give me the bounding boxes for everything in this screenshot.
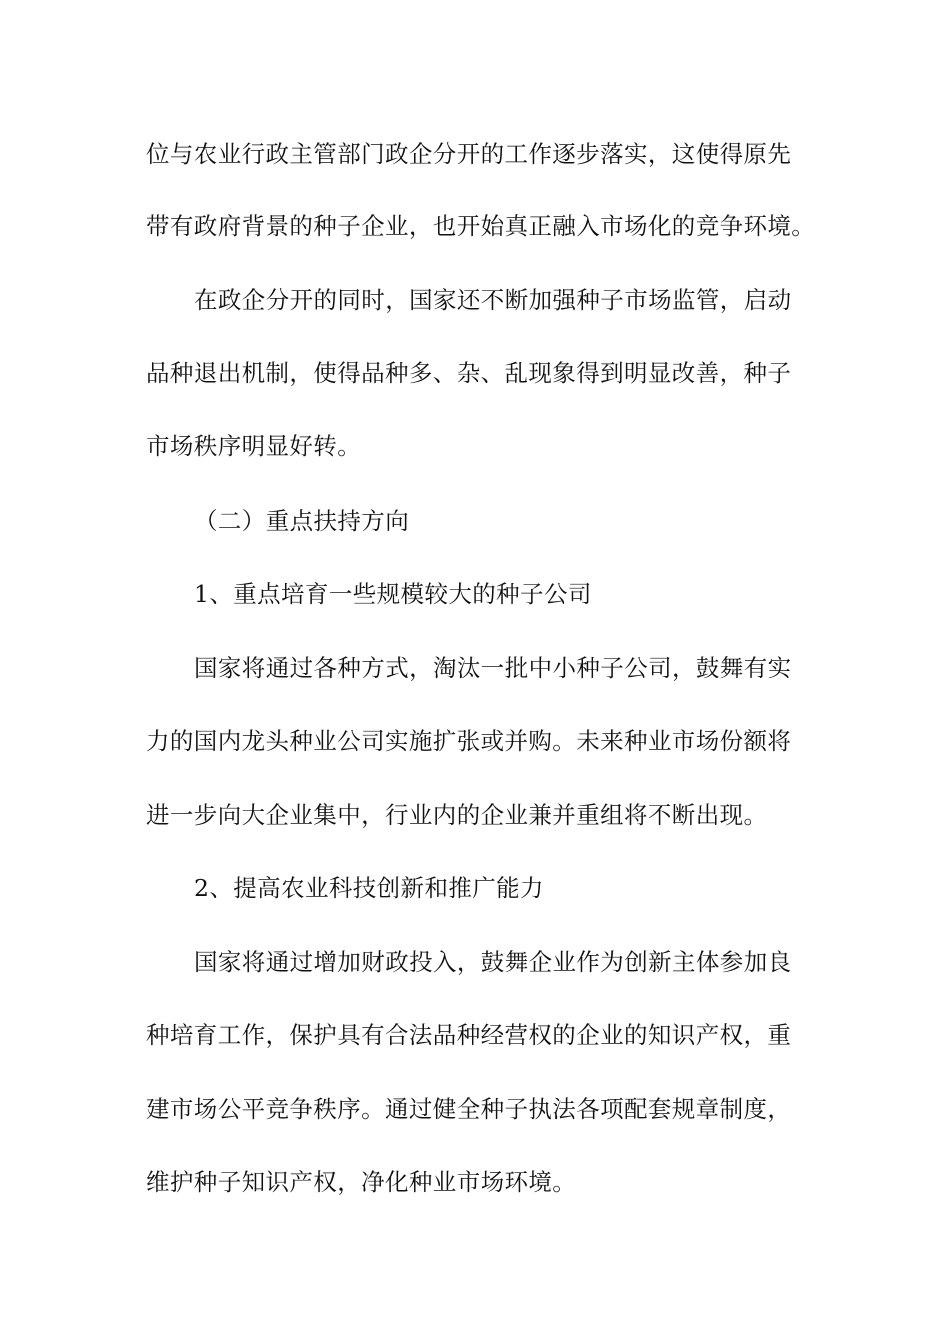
paragraph-line: 在政企分开的同时，国家还不断加强种子市场监管，启动: [194, 286, 792, 314]
subsection-heading: 1、重点培育一些规模较大的种子公司: [194, 580, 592, 608]
section-heading: （二）重点扶持方向: [194, 507, 410, 535]
paragraph-line: 力的国内龙头种业公司实施扩张或并购。未来种业市场份额将: [146, 727, 792, 755]
subsection-heading: 2、提高农业科技创新和推广能力: [194, 874, 544, 902]
paragraph-line: 国家将通过增加财政投入，鼓舞企业作为创新主体参加良: [194, 948, 792, 976]
paragraph-line: 维护种子知识产权，净化种业市场环境。: [146, 1168, 577, 1196]
paragraph-line: 品种退出机制，使得品种多、杂、乱现象得到明显改善，种子: [146, 359, 792, 387]
paragraph-line: 建市场公平竞争秩序。通过健全种子执法各项配套规章制度，: [146, 1095, 792, 1123]
paragraph-line: 位与农业行政主管部门政企分开的工作逐步落实，这使得原先: [146, 140, 792, 168]
paragraph-line: 市场秩序明显好转。: [146, 432, 362, 460]
paragraph-line: 种培育工作，保护具有合法品种经营权的企业的知识产权，重: [146, 1021, 792, 1049]
paragraph-line: 带有政府背景的种子企业，也开始真正融入市场化的竞争环境。: [146, 212, 816, 240]
paragraph-line: 进一步向大企业集中，行业内的企业兼并重组将不断出现。: [146, 801, 768, 829]
paragraph-line: 国家将通过各种方式，淘汰一批中小种子公司，鼓舞有实: [194, 654, 792, 682]
